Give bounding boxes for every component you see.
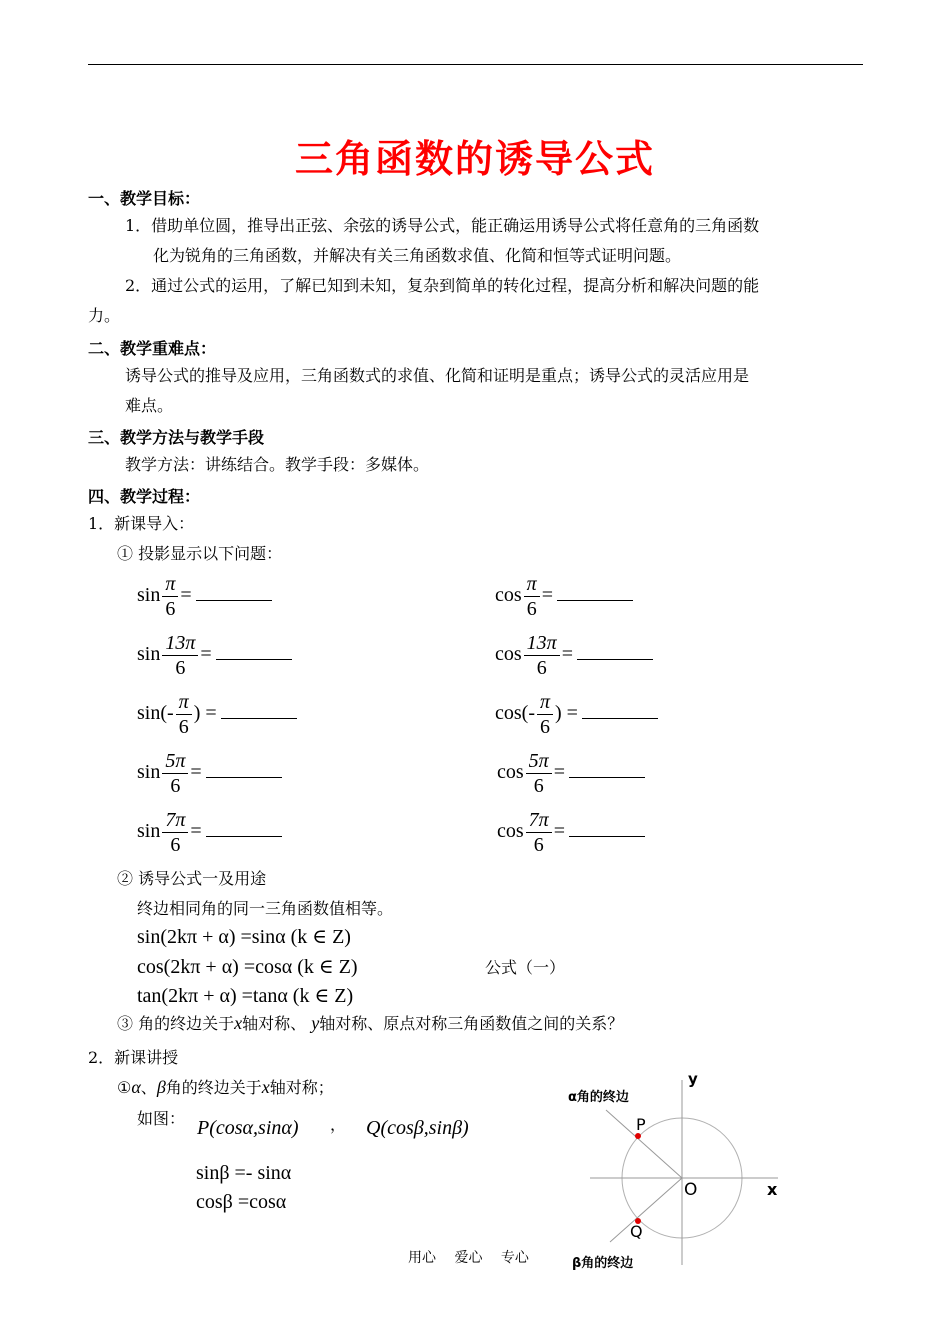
step-2-heading: 2．新课讲授 [88, 1048, 179, 1067]
x-axis-label: x [767, 1180, 778, 1199]
formula-tan: tan(2kπ + α) =tanα (k ∈ Z) [137, 985, 354, 1007]
answer-blank [569, 822, 645, 837]
q-sin-pi-6: sin $\frac{\pi}{6}$ = [137, 572, 272, 621]
item-3: ③ 角的终边关于x轴对称、 y轴对称、原点对称三角函数值之间的关系？ [117, 1013, 624, 1033]
goal-1-line-2: 化为锐角的三角函数，并解决有关三角函数求值、化简和恒等式证明问题。 [153, 246, 682, 265]
q-cos-pi-6: cos $\frac{\pi}{6}$ = [495, 572, 633, 621]
key-line-1: 诱导公式的推导及应用，三角函数式的求值、化简和证明是重点；诱导公式的灵活应用是 [125, 366, 750, 385]
fraction: $\frac{13\pi}{6}$ [524, 631, 560, 680]
fraction: $\frac{7\pi}{6}$ [162, 808, 188, 857]
fraction: $\frac{5\pi}{6}$ [526, 749, 552, 798]
item-2: ② 诱导公式一及用途 [117, 869, 267, 888]
point-p-coord: P(cosα,sinα) [197, 1117, 299, 1139]
answer-blank [221, 704, 297, 719]
fraction: $\frac{\pi}{6}$ [537, 690, 553, 739]
goal-1-line-1: 1．借助单位圆，推导出正弦、余弦的诱导公式，能正确运用诱导公式将任意角的三角函数 [125, 216, 760, 235]
answer-blank [582, 704, 658, 719]
method-heading: 三、教学方法与教学手段 [88, 428, 265, 447]
footer: 用心 爱心 专心 [408, 1250, 529, 1266]
unit-circle-diagram [560, 1070, 800, 1270]
y-axis-label: y [688, 1070, 698, 1088]
formula-cos: cos(2kπ + α) =cosα (k ∈ Z) [137, 956, 358, 978]
answer-blank [206, 822, 282, 837]
key-line-2: 难点。 [125, 396, 174, 415]
q-cos-13pi-6: cos $\frac{13\pi}{6}$ = [495, 631, 653, 680]
answer-blank [206, 763, 282, 778]
q-label: Q [630, 1222, 643, 1241]
page-title: 三角函数的诱导公式 [294, 137, 655, 181]
alpha-side-label: α角的终边 [568, 1090, 629, 1105]
header-rule [88, 64, 863, 65]
goal-2-line-1: 2．通过公式的运用，了解已知到未知，复杂到简单的转化过程，提高分析和解决问题的能 [125, 276, 760, 295]
q-sin-7pi-6: sin $\frac{7\pi}{6}$ = [137, 808, 282, 857]
fraction: $\frac{7\pi}{6}$ [526, 808, 552, 857]
q-cos-neg-pi-6: cos(- $\frac{\pi}{6}$ ) = [495, 690, 658, 739]
item-2-text: 终边相同角的同一三角函数值相等。 [137, 899, 394, 918]
q-sin-5pi-6: sin $\frac{5\pi}{6}$ = [137, 749, 282, 798]
p-label: P [636, 1115, 646, 1134]
as-shown: 如图： [137, 1109, 186, 1128]
point-q-coord: Q(cosβ,sinβ) [366, 1117, 469, 1139]
q-cos-7pi-6: cos $\frac{7\pi}{6}$ = [497, 808, 645, 857]
origin-label: O [684, 1180, 698, 1200]
formula-sin: sin(2kπ + α) =sinα (k ∈ Z) [137, 926, 351, 948]
fraction: $\frac{5\pi}{6}$ [162, 749, 188, 798]
relation-sin: sinβ =- sinα [196, 1162, 292, 1184]
relation-cos: cosβ =cosα [196, 1191, 287, 1213]
process-heading: 四、教学过程： [88, 487, 201, 506]
fraction: $\frac{13\pi}{6}$ [162, 631, 198, 680]
q-sin-13pi-6: sin $\frac{13\pi}{6}$ = [137, 631, 292, 680]
answer-blank [557, 586, 633, 601]
fraction: $\frac{\pi}{6}$ [524, 572, 540, 621]
goal-2-line-2: 力。 [88, 306, 121, 325]
fraction: $\frac{\pi}{6}$ [176, 690, 192, 739]
answer-blank [196, 586, 272, 601]
answer-blank [216, 645, 292, 660]
step-1-heading: 1．新课导入： [88, 514, 195, 533]
sub-1: ①α、β角的终边关于x轴对称； [117, 1077, 334, 1097]
goals-heading: 一、教学目标： [88, 189, 201, 208]
beta-terminal-side [610, 1178, 682, 1242]
beta-side-label: β角的终边 [572, 1256, 634, 1271]
q-cos-5pi-6: cos $\frac{5\pi}{6}$ = [497, 749, 645, 798]
fraction: $\frac{\pi}{6}$ [162, 572, 178, 621]
answer-blank [577, 645, 653, 660]
method-text: 教学方法：讲练结合。教学手段：多媒体。 [125, 455, 430, 474]
answer-blank [569, 763, 645, 778]
formula-label: 公式（一） [485, 958, 566, 977]
item-1: ① 投影显示以下问题： [117, 544, 283, 563]
coord-separator: ， [330, 1115, 347, 1134]
key-heading: 二、教学重难点： [88, 339, 217, 358]
q-sin-neg-pi-6: sin(- $\frac{\pi}{6}$ ) = [137, 690, 297, 739]
